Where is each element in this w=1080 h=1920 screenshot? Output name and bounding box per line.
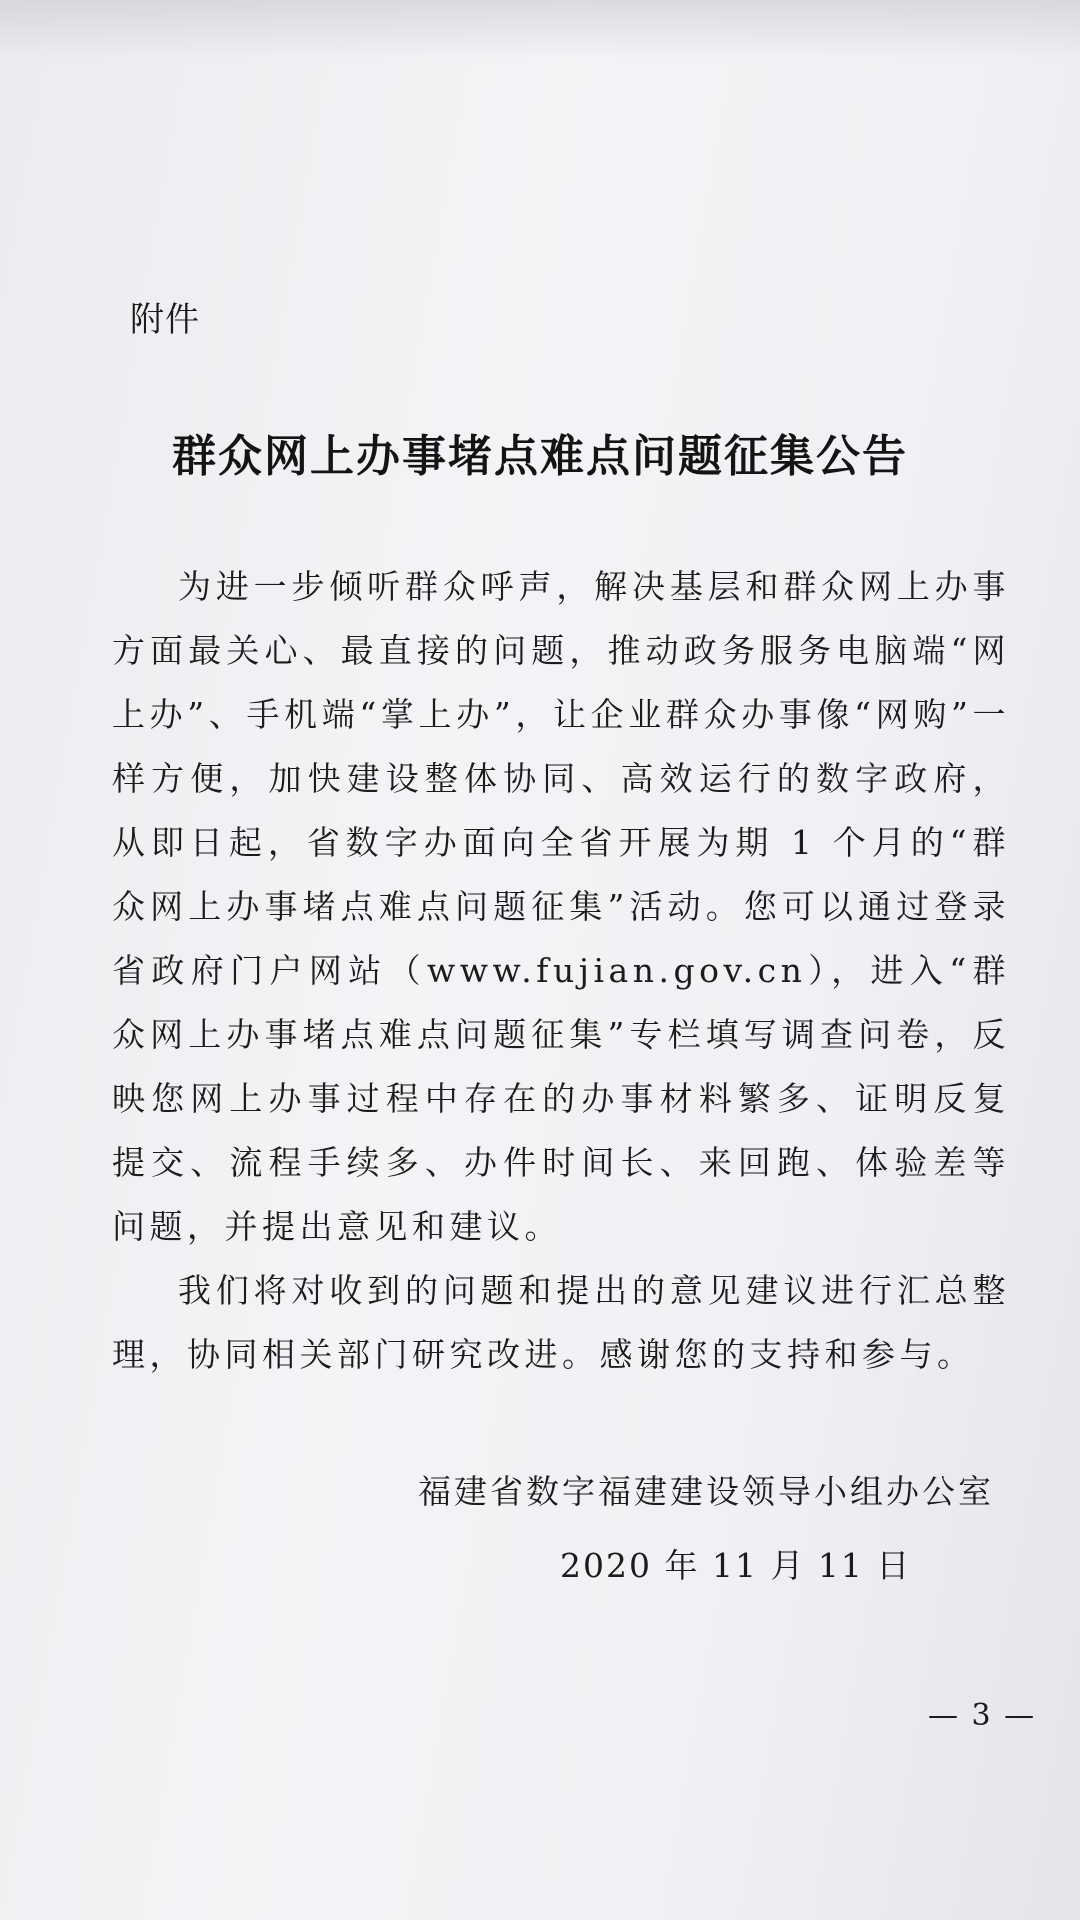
page-number: — 3 — [928, 1698, 1037, 1733]
paragraph-1: 为进一步倾听群众呼声，解决基层和群众网上办事方面最关心、最直接的问题，推动政务服务电脑端“网上办”、手机端“掌上办”，让企业群众办事像“网购”一样方便，加快建设整体协同、高效运行的数字政府，从即日起，省数字办面向全省开展为期 1 个月的“群众网上办事堵点难点问题征集”活动。您可以通过登录省政府门户网站（www.fujian.gov.cn），进入“群众网上办事堵点难点问题征集”专栏填写调查问卷，反映您网上办事过程中存在的办事材料繁多、证明反复提交、流程手续多、办件时间长、来回跑、体验差等问题，并提出意见和建议。 [112, 567, 1010, 1246]
attachment-label: 附件 [130, 300, 200, 340]
notice-title: 群众网上办事堵点难点问题征集公告 [172, 431, 908, 482]
page-edge-shadow [0, 0, 1080, 60]
paragraph-2: 我们将对收到的问题和提出的意见建议进行汇总整理，协同相关部门研究改进。感谢您的支持和参与。 [112, 1271, 1010, 1374]
issue-date: 2020 年 11 月 11 日 [560, 1546, 912, 1585]
issuer-signature: 福建省数字福建建设领导小组办公室 [418, 1472, 994, 1511]
notice-body [112, 555, 1010, 1387]
